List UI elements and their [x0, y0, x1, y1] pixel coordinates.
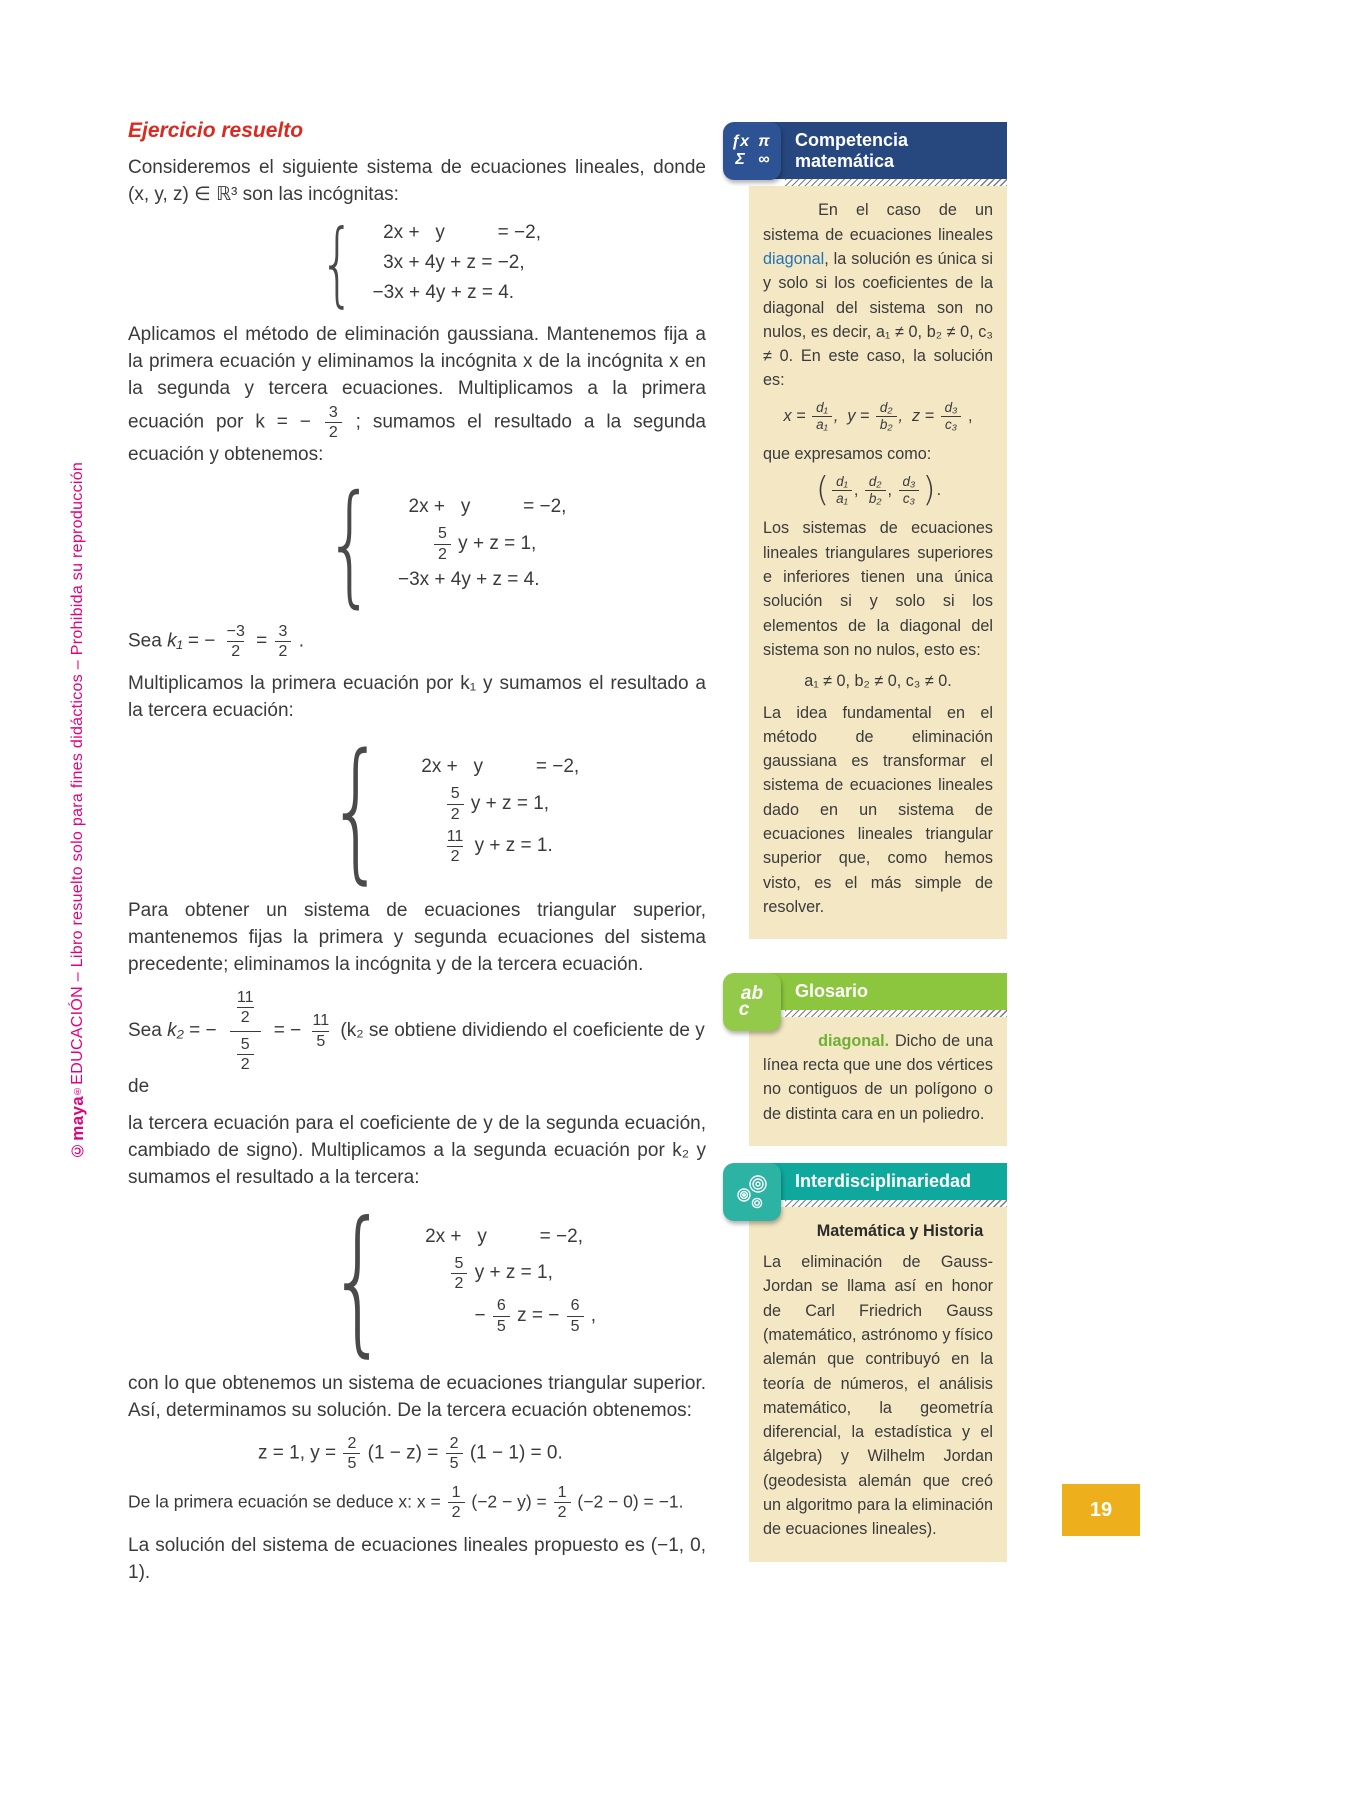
glosario-body	[749, 1017, 1007, 1146]
equation-line: $\frac{5}{2}$ y + z = 1,	[449, 1254, 597, 1293]
fraction: $\frac{1}{2}$	[554, 1483, 571, 1522]
equation-line: 2x + y = −2,	[414, 1225, 583, 1247]
interdisciplinariedad-body	[749, 1207, 1007, 1562]
fraction: $\frac{5}{2}$	[237, 1035, 254, 1074]
page-number-tab	[1062, 1484, 1140, 1536]
gaussian-method-paragraph: Aplicamos el método de eliminación gaussiana. Mantenemos fija a la primera ecuación y eliminamos la incógnita x de la incógnita x en la segunda y tercera ecuaciones. Multiplicamos a la primera ecuación por k = − $\frac{3}{2}$ ; sumamos el resultado a la segunda ecuación y obtenemos:	[128, 323, 706, 466]
page-number: 19	[1089, 1498, 1113, 1521]
fraction: $\frac{6}{5}$	[493, 1296, 510, 1335]
equation-system-1	[308, 209, 706, 317]
concentric-circles-icon	[723, 1163, 781, 1221]
equation-line: 3x + 4y + z = −2,	[372, 252, 525, 274]
fraction: $\frac{1}{2}$	[448, 1483, 465, 1522]
header-shadow-hatch	[785, 1010, 1007, 1017]
fraction: $\frac{5}{2}$	[447, 784, 464, 823]
main-content	[128, 116, 706, 1595]
fraction: $\frac{\text{d₃}}{\text{c₃}}$	[941, 400, 962, 433]
glosario-header: Glosario	[749, 973, 1007, 1010]
diagonal-link[interactable]: diagonal	[763, 249, 825, 268]
equation-line: 2x + y = −2,	[397, 496, 567, 518]
k1-definition: Sea k₁ = − $\frac{-3}{2}$ = $\frac{3}{2}$ .	[128, 623, 304, 661]
fraction: $\frac{11}{2}$	[446, 827, 464, 865]
equation-line: $\frac{5}{2}$ y + z = 1,	[432, 524, 566, 563]
copyright-watermark	[68, 420, 88, 1160]
math-history-subtitle: Matemática y Historia	[816, 1221, 984, 1240]
equation-line: $\frac{11}{2}$ y + z = 1.	[441, 827, 579, 866]
equation-line: $\frac{5}{2}$ y + z = 1,	[445, 784, 579, 823]
equation-system-2	[308, 467, 706, 621]
glossary-term: diagonal.	[818, 1031, 890, 1050]
expressed-as-paragraph: que expresamos como:	[763, 445, 932, 464]
pi-glyph: π	[758, 132, 770, 150]
diagonal-solution-formula: x = $\frac{\text{d₁}}{\text{a₁}}$ , y = $\frac{\text{d₂}}{\text{b₂}}$ , z = $\frac{\text{d₃}}{\text{c₃}}$ ,	[783, 399, 973, 432]
triangular-system-paragraph: Para obtener un sistema de ecuaciones triangular superior, mantenemos fijas la primera y segunda ecuaciones del sistema precedente; eliminamos la incógnita y de la tercera ecuación.	[128, 900, 706, 976]
c-glyph: c	[738, 999, 750, 1021]
fraction: $\frac{\text{d₂}}{\text{b₂}}$	[865, 474, 886, 507]
glossary-entry: diagonal. Dicho de una línea recta que une dos vértices no contiguos de un polígono o de distinta cara en un poliedro.	[763, 1031, 993, 1123]
open-paren: (	[815, 470, 830, 511]
fraction: $\frac{6}{5}$	[567, 1296, 584, 1335]
intro-paragraph: Consideremos el siguiente sistema de ecuaciones lineales, donde (x, y, z) ∈ ℝ³ son las incógnitas:	[128, 156, 706, 205]
solution-x: De la primera ecuación se deduce x: x = $\frac{1}{2}$ (−2 − y) = $\frac{1}{2}$ (−2 − 0) = −1.	[128, 1484, 684, 1522]
equation-line: − $\frac{6}{5}$ z = − $\frac{6}{5}$ ,	[474, 1297, 597, 1335]
fundamental-idea-paragraph: La idea fundamental en el método de eliminación gaussiana es transformar el sistema de ecuaciones lineales dado en un sistema de ecuaciones lineales triangular superior que, como hemos visto, es el más simple de resolver.	[763, 703, 993, 916]
competencia-body	[749, 186, 1007, 939]
multiply-k1-paragraph: Multiplicamos la primera ecuación por k₁ y sumamos el resultado a la tercera ecuación:	[128, 673, 706, 722]
fraction: $\frac{3}{2}$	[275, 622, 292, 661]
diagonal-system-paragraph: En el caso de un sistema de ecuaciones lineales diagonal, la solución es única si y solo si los coeficientes de la diagonal del sistema son no nulos, es decir, a₁ ≠ 0, b₂ ≠ 0, c₃ ≠ 0. En este caso, la solución es:	[763, 201, 993, 390]
fraction: $\frac{\text{d₂}}{\text{b₂}}$	[876, 400, 897, 433]
nonzero-condition: a₁ ≠ 0, b₂ ≠ 0, c₃ ≠ 0.	[804, 672, 952, 691]
inline-fraction: $\frac{3}{2}$	[325, 403, 342, 442]
watermark-text: EDUCACIÓN – Libro resuelto solo para fines didácticos – Prohibida su reproducción	[69, 461, 86, 1085]
equation-line: 2x + y = −2,	[410, 756, 580, 778]
equation-line: −3x + 4y + z = 4.	[372, 282, 515, 304]
registered-mark: ®	[72, 1084, 83, 1097]
header-shadow-hatch	[785, 1200, 1007, 1207]
nested-fraction	[226, 988, 265, 1074]
fraction: $\frac{\text{d₁}}{\text{a₁}}$	[832, 474, 852, 507]
interdisciplinariedad-header: Interdisciplinariedad	[749, 1163, 1007, 1200]
sigma-glyph: Σ	[735, 150, 745, 168]
math-symbols-icon	[723, 122, 781, 180]
exercise-heading: Ejercicio resuelto	[128, 119, 304, 142]
final-solution-paragraph: La solución del sistema de ecuaciones lineales propuesto es (−1, 0, 1).	[128, 1534, 706, 1583]
header-shadow-hatch	[785, 179, 1007, 186]
fraction: $\frac{2}{5}$	[343, 1434, 360, 1473]
sidebar-column	[723, 122, 1007, 1562]
k2-explanation-paragraph: la tercera ecuación para el coeficiente de y de la segunda ecuación, cambiado de signo). Multiplicamos a la segunda ecuación por k₂ y sumamos el resultado a la tercera:	[128, 1112, 706, 1188]
interdisciplinariedad-box	[723, 1163, 1007, 1562]
glosario-box	[723, 973, 1007, 1146]
conclusion-paragraph: con lo que obtenemos un sistema de ecuaciones triangular superior. Así, determinamos su solución. De la tercera ecuación obtenemos:	[128, 1372, 706, 1421]
k2-definition: Sea k₂ = − $\frac{\frac{11}{2}}{\frac{5}{2}}$ = − $\frac{11}{5}$ (k₂ se obtiene dividiendo el coeficiente de y de	[128, 989, 705, 1097]
fraction: $\frac{2}{5}$	[446, 1434, 463, 1473]
left-brace-icon: {	[328, 1187, 389, 1372]
fraction: $\frac{-3}{2}$	[226, 623, 245, 661]
solution-tuple: ( $\frac{\text{d₁}}{\text{a₁}}$ , $\frac{\text{d₂}}{\text{b₂}}$ , $\frac{\text{d₃}}{\text{c₃}}$ ) .	[815, 470, 942, 511]
abc-letters-icon	[723, 973, 781, 1031]
fraction: $\frac{11}{2}$	[236, 989, 254, 1027]
competencia-box	[723, 122, 1007, 939]
equation-system-3	[308, 721, 706, 899]
publisher-brand: ©maya	[68, 1096, 87, 1160]
competencia-header: Competencia matemática	[749, 122, 1007, 179]
fraction: $\frac{5}{2}$	[451, 1254, 468, 1293]
equation-system-4	[308, 1187, 706, 1372]
triangular-systems-paragraph: Los sistemas de ecuaciones lineales triangulares superiores e inferiores tienen una única solución si y solo si los elementos de la diagonal del sistema son no nulos, esto es:	[763, 519, 993, 659]
solution-z-y: z = 1, y = $\frac{2}{5}$ (1 − z) = $\frac{2}{5}$ (1 − 1) = 0.	[258, 1434, 563, 1472]
equation-line: −3x + 4y + z = 4.	[397, 568, 540, 590]
infinity-glyph: ∞	[758, 150, 770, 168]
fraction: $\frac{5}{2}$	[434, 524, 451, 563]
fx-glyph: ƒx	[731, 132, 749, 150]
left-brace-icon: {	[319, 209, 355, 317]
fraction: $\frac{\text{d₁}}{\text{a₁}}$	[812, 400, 832, 433]
left-brace-icon: {	[327, 721, 386, 899]
left-brace-icon: {	[324, 467, 376, 621]
close-paren: )	[922, 470, 936, 511]
fraction: $\frac{11}{5}$	[312, 1012, 330, 1050]
fraction: $\frac{\text{d₃}}{\text{c₃}}$	[899, 474, 920, 507]
ab-glyph: ab	[740, 983, 764, 1005]
equation-line: 2x + y = −2,	[372, 222, 541, 244]
gauss-jordan-paragraph: La eliminación de Gauss-Jordan se llama así en honor de Carl Friedrich Gauss (matemático, astrónomo y físico alemán que contribuyó en la teoría de números, el análisis matemático, la geometría diferencial, la estadística y el álgebra) y Wilhelm Jordan (geodesista alemán que creó un algoritmo para la eliminación de ecuaciones lineales).	[763, 1253, 993, 1539]
